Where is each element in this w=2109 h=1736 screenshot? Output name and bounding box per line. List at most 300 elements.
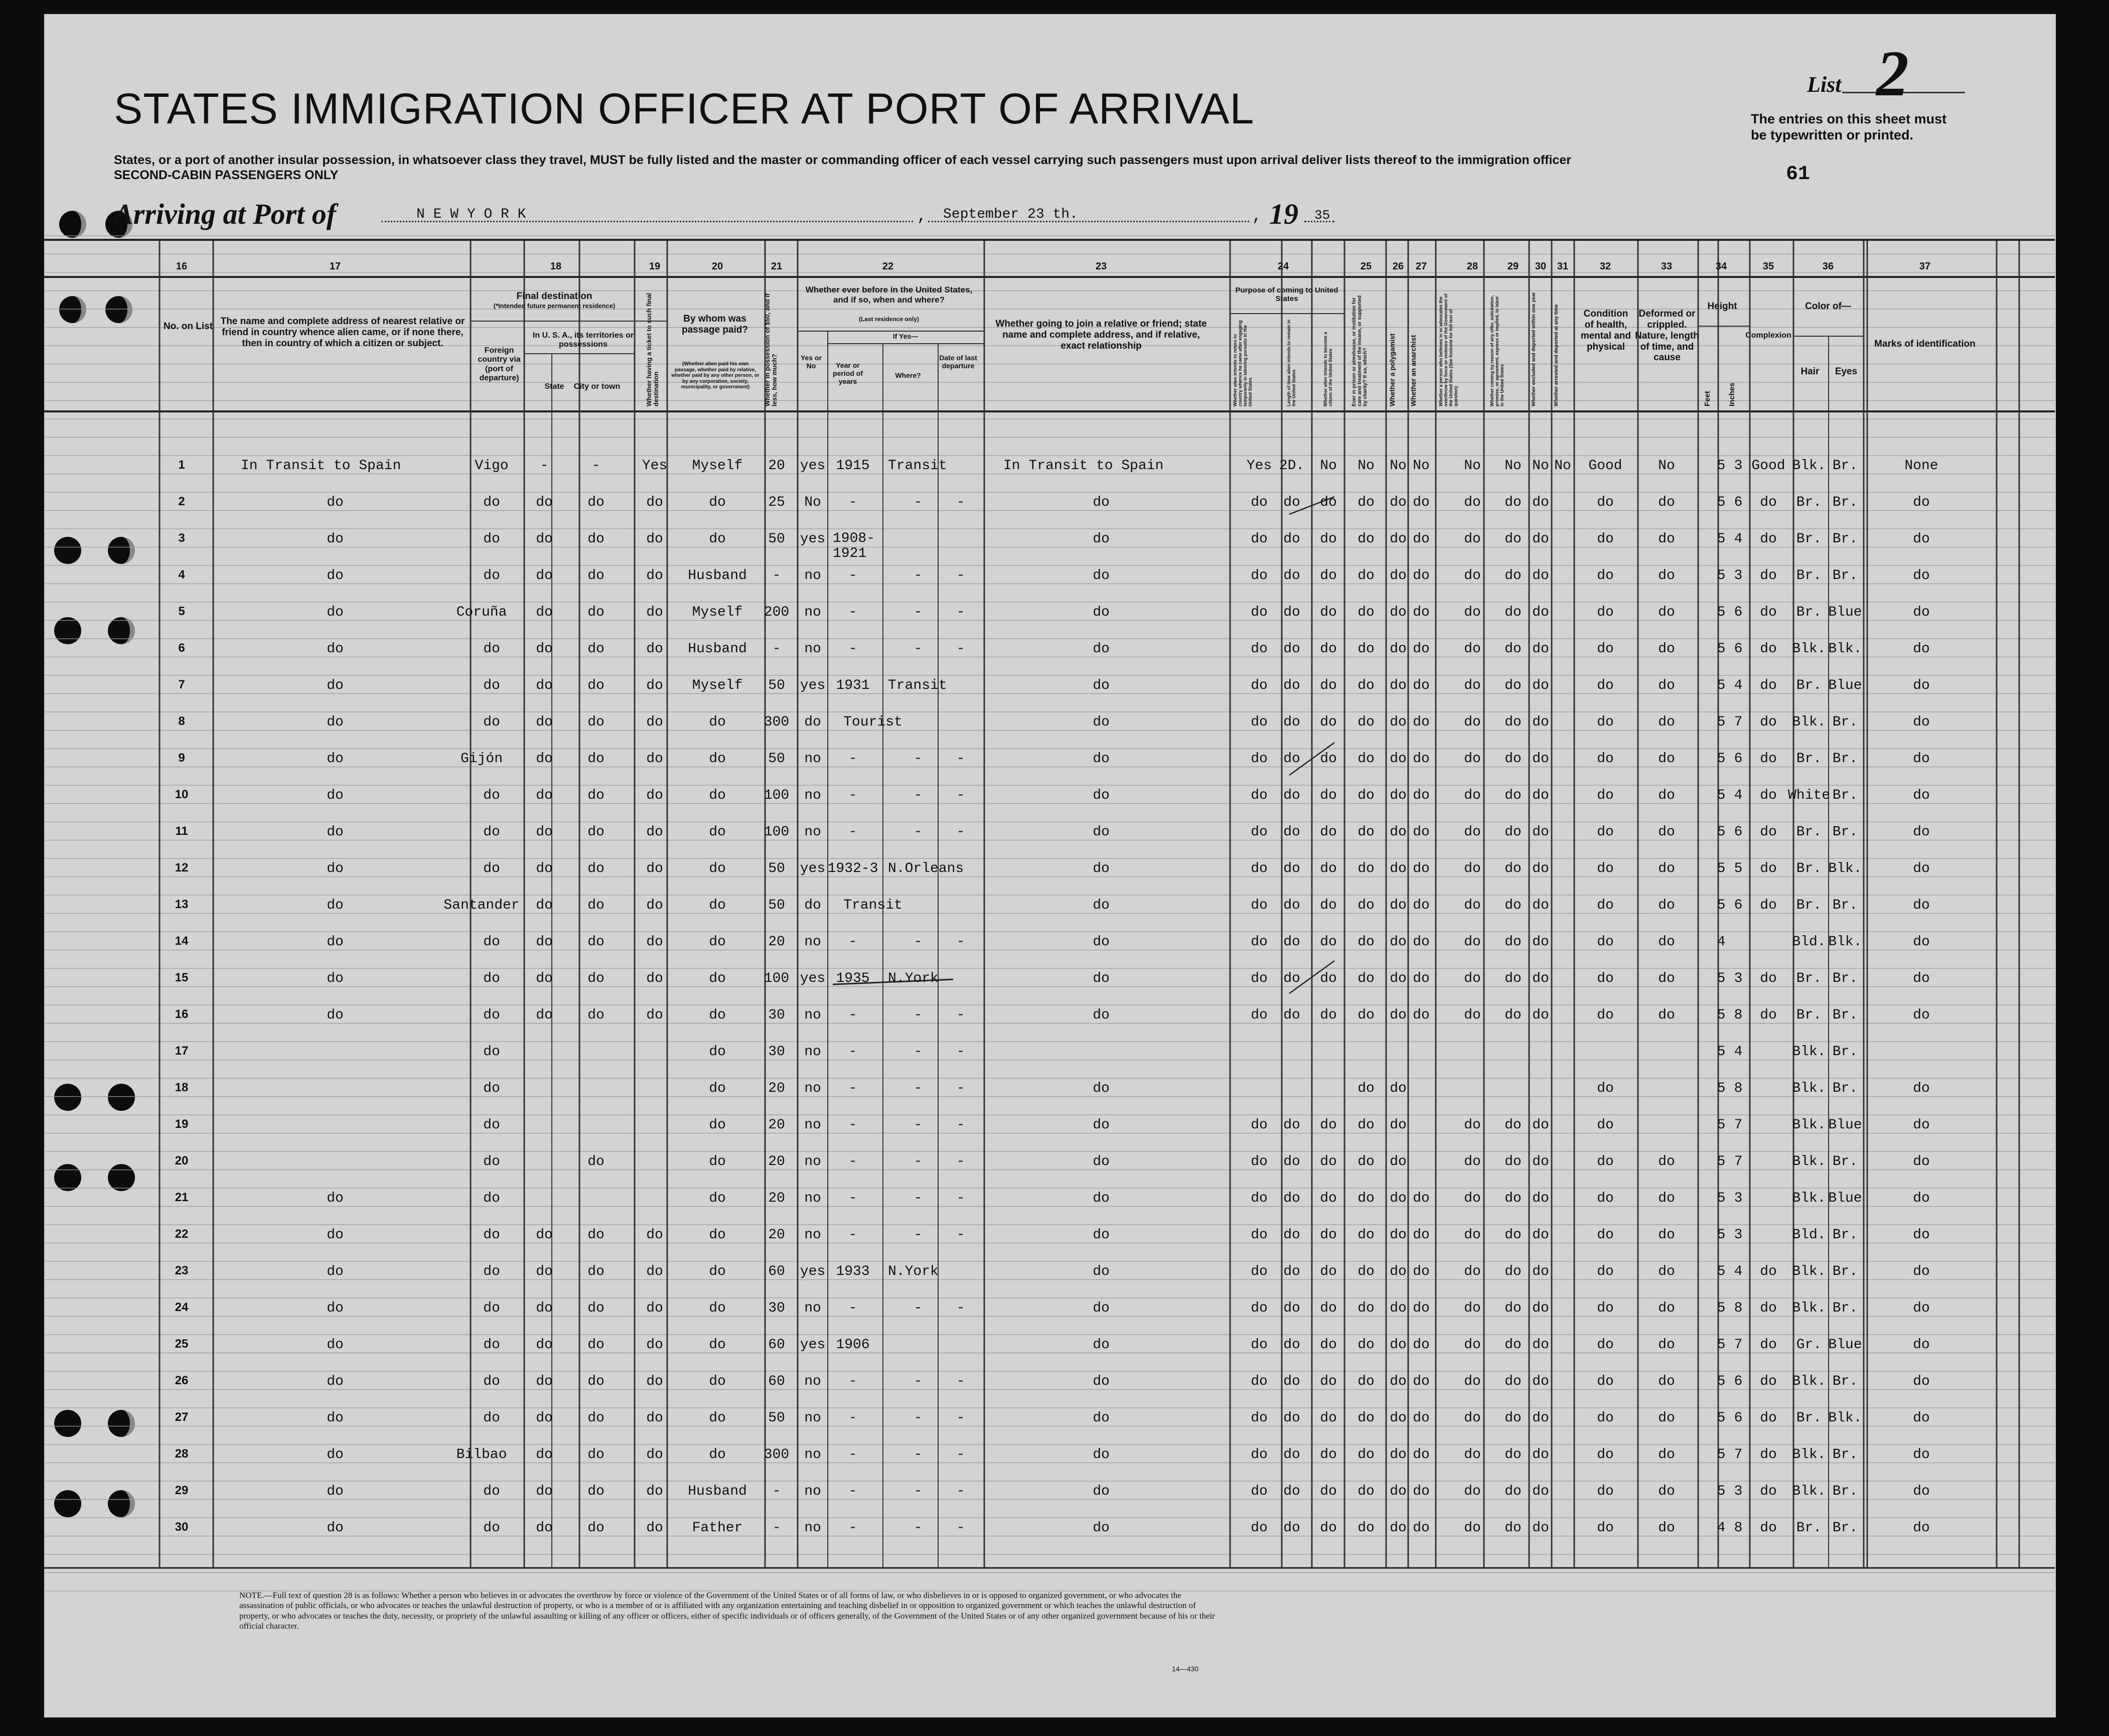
cell-c24c: do <box>1320 751 1337 767</box>
cell-c29: do <box>1504 1191 1522 1206</box>
row-number: 25 <box>175 1337 189 1351</box>
cell-c21: 50 <box>768 531 785 547</box>
column-number-31: 31 <box>1557 261 1569 272</box>
cell-c33: do <box>1658 714 1675 730</box>
column-number-24: 24 <box>1277 261 1289 272</box>
cell-st: do <box>536 824 553 840</box>
cell-cx: do <box>1760 641 1777 657</box>
cell-c32: do <box>1597 788 1614 803</box>
cell-c17: do <box>327 568 344 584</box>
cell-c20: do <box>709 824 726 840</box>
cell-c32: do <box>1597 1007 1614 1023</box>
cell-c19: do <box>646 861 663 877</box>
cell-c23: do <box>1093 531 1110 547</box>
cell-c27: do <box>1413 1484 1430 1499</box>
cell-c33: do <box>1658 1374 1675 1389</box>
cell-c20: Myself <box>692 605 743 620</box>
row-number: 23 <box>175 1264 189 1277</box>
row-number: 5 <box>178 605 185 618</box>
cell-c28: do <box>1464 1300 1481 1316</box>
cell-c20: Husband <box>688 641 747 657</box>
cell-c28: do <box>1464 1520 1481 1536</box>
cell-c22wh: - <box>914 495 923 510</box>
cell-c29: No <box>1504 458 1522 474</box>
cell-c18: Bilbao <box>456 1447 507 1463</box>
cell-c22dt: - <box>956 788 965 803</box>
cell-st: do <box>536 898 553 913</box>
cell-c22yn: no <box>804 788 821 803</box>
cell-c17: do <box>327 1264 344 1279</box>
cell-c27: No <box>1413 458 1430 474</box>
cell-c22yr: - <box>848 751 857 767</box>
cell-c22dt: - <box>956 751 965 767</box>
header-c27: Whether an anarchist <box>1409 335 1417 406</box>
cell-c33: do <box>1658 1154 1675 1170</box>
cell-c25: do <box>1358 1264 1375 1279</box>
cell-in: 6 <box>1734 1374 1743 1389</box>
cell-c26: No <box>1390 458 1407 474</box>
cell-st: do <box>536 1410 553 1426</box>
cell-city: do <box>587 861 605 877</box>
cell-c19: do <box>646 678 663 693</box>
column-number-20: 20 <box>711 261 723 272</box>
cell-hair: Br. <box>1796 605 1822 620</box>
cell-c29: do <box>1504 861 1522 877</box>
row-number: 11 <box>175 824 188 838</box>
cell-c24a: do <box>1251 934 1268 950</box>
cell-c25: do <box>1358 934 1375 950</box>
cell-c22yn: no <box>804 1484 821 1499</box>
cell-c21: 200 <box>764 605 790 620</box>
footnote-q28: NOTE.—Full text of question 28 is as follows: Whether a person who believes in or advocates the overthrow by force or violence of the Government of the United States or of all forms of law, or who disbelieves in or is opposed to organized government, or who advocates the assassination of public officials, or who advocates or teaches the unlawful destruction of property, or who is a member of or is affiliated with any organization entertaining and teaching disbelief in or opposition to organized government or which teaches the unlawful destruction of property, or who advocates or teaches the duty, necessity, or propriety of the unlawful assaulting or killing of any officer or officers, either of specific individuals or of officers generally, of the Government of the United States or of any other organized government because of his or their official character. <box>239 1590 1215 1631</box>
cell-c17: do <box>327 1520 344 1536</box>
cell-c18: do <box>483 1191 500 1206</box>
cell-c33: do <box>1658 934 1675 950</box>
cell-c24b: do <box>1283 1410 1300 1426</box>
cell-c24a: do <box>1251 1447 1268 1463</box>
cell-c25: No <box>1358 458 1375 474</box>
cell-c37: do <box>1913 1007 1930 1023</box>
cell-eyes: Br. <box>1832 1007 1858 1023</box>
cell-c18: do <box>483 934 500 950</box>
cell-c28: No <box>1464 458 1481 474</box>
cell-c30: do <box>1532 971 1549 986</box>
cell-c26: do <box>1390 1191 1407 1206</box>
cell-c37: None <box>1904 458 1938 474</box>
cell-c25: do <box>1358 1191 1375 1206</box>
row-number: 2 <box>178 495 185 508</box>
cell-st: do <box>536 605 553 620</box>
cell-c21: 50 <box>768 898 785 913</box>
cell-c24c: do <box>1320 568 1337 584</box>
cell-c24b: do <box>1283 934 1300 950</box>
cell-eyes: Blue <box>1828 605 1862 620</box>
cell-c22yr: - <box>848 1044 857 1060</box>
cell-ft: 5 <box>1717 1117 1726 1133</box>
cell-eyes: Br. <box>1832 751 1858 767</box>
cell-c24c: do <box>1320 898 1337 913</box>
cell-c23: do <box>1093 678 1110 693</box>
cell-c18: do <box>483 1484 500 1499</box>
cell-c33: do <box>1658 678 1675 693</box>
header-c22-note: (Last residence only) <box>858 316 920 323</box>
cell-c33: do <box>1658 531 1675 547</box>
cell-c23: do <box>1093 1337 1110 1353</box>
cell-hair: Br. <box>1796 1007 1822 1023</box>
cell-c33: do <box>1658 1264 1675 1279</box>
cell-city: do <box>587 788 605 803</box>
cell-c17: do <box>327 788 344 803</box>
cell-c26: do <box>1390 1520 1407 1536</box>
cell-c27: do <box>1413 531 1430 547</box>
cell-c17: do <box>327 861 344 877</box>
subtitle-line-1: States, or a port of another insular possession, in whatsoever class they travel, MUST be fully listed and the master or commanding officer of each vessel carrying such passengers must upon arrival deliver lists thereof to the immigration officer <box>114 153 1571 167</box>
cell-hair: Br. <box>1796 531 1822 547</box>
cell-c20: Father <box>692 1520 743 1536</box>
cell-c26: do <box>1390 971 1407 986</box>
cell-c37: do <box>1913 605 1930 620</box>
cell-c23: do <box>1093 1081 1110 1096</box>
arrival-label: Arriving at Port of <box>114 198 337 230</box>
cell-in: 3 <box>1734 1227 1743 1243</box>
cell-ft: 5 <box>1717 458 1726 474</box>
cell-c37: do <box>1913 1227 1930 1243</box>
cell-c37: do <box>1913 1337 1930 1353</box>
cell-hair: Bld. <box>1792 1227 1826 1243</box>
header-c30: Whether excluded and deported within one year <box>1531 292 1537 406</box>
cell-c22yr: - <box>848 1410 857 1426</box>
cell-c33: do <box>1658 751 1675 767</box>
cell-c21: 300 <box>764 1447 790 1463</box>
cell-c22yr: - <box>848 568 857 584</box>
cell-c18: do <box>483 568 500 584</box>
cell-c30: do <box>1532 714 1549 730</box>
header-c36: Color of— <box>1805 301 1851 312</box>
cell-ft: 5 <box>1717 1007 1726 1023</box>
cell-cx: do <box>1760 1520 1777 1536</box>
cell-ft: 5 <box>1717 568 1726 584</box>
header-c26: Whether a polygamist <box>1388 333 1396 406</box>
cell-c30: do <box>1532 641 1549 657</box>
cell-c32: do <box>1597 531 1614 547</box>
cell-c24b: do <box>1283 641 1300 657</box>
header-c18-state: State <box>544 382 564 391</box>
cell-c23: do <box>1093 1447 1110 1463</box>
cell-c24a: do <box>1251 861 1268 877</box>
cell-c24c: do <box>1320 1410 1337 1426</box>
cell-c17: do <box>327 495 344 510</box>
cell-c17: do <box>327 1007 344 1023</box>
cell-c37: do <box>1913 1191 1930 1206</box>
cell-c24c: do <box>1320 1300 1337 1316</box>
cell-c27: do <box>1413 1191 1430 1206</box>
cell-c23: do <box>1093 714 1110 730</box>
cell-c25: do <box>1358 1007 1375 1023</box>
cell-in: 4 <box>1734 788 1743 803</box>
cell-c27: do <box>1413 1337 1430 1353</box>
cell-st: do <box>536 1300 553 1316</box>
cell-eyes: Br. <box>1832 714 1858 730</box>
cell-st: do <box>536 751 553 767</box>
cell-c22yr: - <box>848 1227 857 1243</box>
cell-c27: do <box>1413 1227 1430 1243</box>
cell-eyes: Br. <box>1832 1300 1858 1316</box>
cell-c21: 30 <box>768 1300 785 1316</box>
cell-c28: do <box>1464 1484 1481 1499</box>
header-c35: Complexion <box>1745 331 1791 340</box>
cell-c32: do <box>1597 861 1614 877</box>
cell-c22wh: N.Orleans <box>888 861 964 877</box>
header-c33: Deformed or crippled. Nature, length of time, and cause <box>1635 309 1699 363</box>
cell-c21: 20 <box>768 1191 785 1206</box>
cell-c22wh: N.York <box>888 1264 939 1279</box>
cell-c29: do <box>1504 824 1522 840</box>
cell-c32: do <box>1597 1447 1614 1463</box>
cell-c18: do <box>483 1227 500 1243</box>
header-c18-usa: In U. S. A., its territories or possessions <box>532 331 634 349</box>
cell-c22yr: - <box>848 641 857 657</box>
typewritten-notice-2: be typewritten or printed. <box>1751 127 1914 142</box>
cell-c22yn: no <box>804 1447 821 1463</box>
row-number: 9 <box>178 751 185 765</box>
column-number-18: 18 <box>550 261 562 272</box>
cell-c21: 50 <box>768 861 785 877</box>
cell-c19: do <box>646 1264 663 1279</box>
cell-cx: do <box>1760 1374 1777 1389</box>
cell-city: do <box>587 824 605 840</box>
cell-c19: do <box>646 1410 663 1426</box>
cell-c24a: do <box>1251 1191 1268 1206</box>
cell-c19: do <box>646 1227 663 1243</box>
cell-c26: do <box>1390 1264 1407 1279</box>
cell-c22dt: - <box>956 1007 965 1023</box>
cell-city: do <box>587 1264 605 1279</box>
cell-c24a: do <box>1251 495 1268 510</box>
cell-c24c: do <box>1320 1264 1337 1279</box>
cell-c25: do <box>1358 1410 1375 1426</box>
cell-in: 6 <box>1734 495 1743 510</box>
cell-st: do <box>536 1007 553 1023</box>
cell-c22wh: - <box>914 1154 923 1170</box>
header-c20-note: (Whether alien paid his own passage, whether paid by relative, whether paid by any other person, or by any corporation, society, municipality, or government) <box>671 361 760 390</box>
cell-st: do <box>536 714 553 730</box>
cell-c23: do <box>1093 641 1110 657</box>
cell-hair: Blk. <box>1792 1374 1826 1389</box>
cell-c20: do <box>709 1264 726 1279</box>
cell-c27: do <box>1413 1300 1430 1316</box>
cell-eyes: Br. <box>1832 458 1858 474</box>
cell-eyes: Br. <box>1832 1154 1858 1170</box>
cell-hair: Br. <box>1796 861 1822 877</box>
column-number-16: 16 <box>176 261 188 272</box>
cell-c24b: do <box>1283 971 1300 986</box>
cell-c24c: do <box>1320 605 1337 620</box>
cell-cx: do <box>1760 1484 1777 1499</box>
cell-cx: do <box>1760 1264 1777 1279</box>
cell-c29: do <box>1504 1300 1522 1316</box>
cell-c22yr: - <box>848 1520 857 1536</box>
cell-c24b: do <box>1283 678 1300 693</box>
cell-c19: do <box>646 898 663 913</box>
cell-c26: do <box>1390 605 1407 620</box>
cell-c23: do <box>1093 1227 1110 1243</box>
cell-c27: do <box>1413 605 1430 620</box>
list-number: 2 <box>1876 38 1909 110</box>
cell-c30: do <box>1532 788 1549 803</box>
cell-eyes: Blk. <box>1828 1410 1862 1426</box>
cell-city: do <box>587 1447 605 1463</box>
header-c22-year: Year or period of years <box>833 361 863 386</box>
cell-c26: do <box>1390 1447 1407 1463</box>
column-number-30: 30 <box>1535 261 1547 272</box>
cell-c22wh: - <box>914 1007 923 1023</box>
cell-hair: Blk. <box>1792 1447 1826 1463</box>
row-number: 1 <box>178 458 185 472</box>
cell-c18: do <box>483 495 500 510</box>
cell-c28: do <box>1464 1191 1481 1206</box>
cell-c37: do <box>1913 531 1930 547</box>
cell-c25: do <box>1358 1227 1375 1243</box>
cell-c21: 300 <box>764 714 790 730</box>
cell-st: do <box>536 1484 553 1499</box>
cell-c25: do <box>1358 605 1375 620</box>
cell-c26: do <box>1390 934 1407 950</box>
cell-hair: Blk. <box>1792 458 1826 474</box>
cell-eyes: Br. <box>1832 1081 1858 1096</box>
cell-c28: do <box>1464 1447 1481 1463</box>
cell-in: 8 <box>1734 1081 1743 1096</box>
cell-c20: do <box>709 1081 726 1096</box>
cell-c18: do <box>483 1154 500 1170</box>
cell-c20: do <box>709 934 726 950</box>
cell-ft: 5 <box>1717 898 1726 913</box>
cell-c30: do <box>1532 1520 1549 1536</box>
cell-city: do <box>587 1300 605 1316</box>
cell-city: do <box>587 1154 605 1170</box>
header-c24-a: Whether alien intends to return to country whence he came after engaging temporarily in laboring pursuits in the United States <box>1233 320 1253 406</box>
cell-c33: do <box>1658 824 1675 840</box>
row-number: 3 <box>178 531 185 545</box>
cell-hair: Br. <box>1796 1410 1822 1426</box>
column-number-25: 25 <box>1360 261 1372 272</box>
cell-c22dt: - <box>956 1191 965 1206</box>
cell-c22yn: no <box>804 824 821 840</box>
cell-c29: do <box>1504 1520 1522 1536</box>
column-number-23: 23 <box>1095 261 1107 272</box>
cell-eyes: Blue <box>1828 678 1862 693</box>
cell-st: do <box>536 788 553 803</box>
cell-c22yr: Tourist <box>843 714 902 730</box>
cell-c24c: do <box>1320 1374 1337 1389</box>
cell-hair: Bld. <box>1792 934 1826 950</box>
cell-c24a: do <box>1251 788 1268 803</box>
cell-c33: do <box>1658 1191 1675 1206</box>
arrival-year-suffix: 35 <box>1314 208 1330 223</box>
cell-c33: No <box>1658 458 1675 474</box>
cell-c21: 50 <box>768 678 785 693</box>
cell-c25: do <box>1358 898 1375 913</box>
cell-c22yr: 1931 <box>836 678 870 693</box>
cell-c29: do <box>1504 641 1522 657</box>
cell-c24b: do <box>1283 1484 1300 1499</box>
cell-c24c: do <box>1320 714 1337 730</box>
cell-c24a: do <box>1251 678 1268 693</box>
cell-c25: do <box>1358 861 1375 877</box>
cell-c22dt: - <box>956 641 965 657</box>
cell-c20: do <box>709 751 726 767</box>
cell-c21: 25 <box>768 495 785 510</box>
cell-c18: do <box>483 1117 500 1133</box>
cell-c28: do <box>1464 1410 1481 1426</box>
cell-c24b: do <box>1283 1337 1300 1353</box>
cell-c22wh: - <box>914 1410 923 1426</box>
cell-st: - <box>540 458 549 474</box>
cell-in: 6 <box>1734 898 1743 913</box>
cell-eyes: Blk. <box>1828 861 1862 877</box>
cell-cx: do <box>1760 1007 1777 1023</box>
header-c31: Whether arrested and deported at any time <box>1554 304 1559 406</box>
cell-c29: do <box>1504 714 1522 730</box>
cell-in: 6 <box>1734 1410 1743 1426</box>
cell-c28: do <box>1464 898 1481 913</box>
header-c34-inches: Inches <box>1728 382 1736 406</box>
cell-city: do <box>587 1227 605 1243</box>
cell-c22yn: no <box>804 1081 821 1096</box>
cell-city: do <box>587 1520 605 1536</box>
cell-c23: do <box>1093 971 1110 986</box>
cell-c24b: do <box>1283 531 1300 547</box>
cell-cx: Good <box>1751 458 1785 474</box>
cell-eyes: Br. <box>1832 1227 1858 1243</box>
cell-c22yr: - <box>848 1484 857 1499</box>
cell-c22wh: - <box>914 1374 923 1389</box>
cell-c22yr: - <box>848 1447 857 1463</box>
cell-c23: do <box>1093 1191 1110 1206</box>
cell-c33: do <box>1658 568 1675 584</box>
cell-c22dt: - <box>956 934 965 950</box>
cell-c30: do <box>1532 898 1549 913</box>
cell-c25: do <box>1358 788 1375 803</box>
cell-city: do <box>587 1337 605 1353</box>
row-number: 18 <box>175 1081 189 1094</box>
cell-cx: do <box>1760 678 1777 693</box>
cell-c31: No <box>1554 458 1571 474</box>
column-number-29: 29 <box>1507 261 1519 272</box>
cell-c32: do <box>1597 934 1614 950</box>
cell-c24b: do <box>1283 788 1300 803</box>
cell-c30: do <box>1532 1154 1549 1170</box>
cell-c28: do <box>1464 934 1481 950</box>
header-c36-eyes: Eyes <box>1835 366 1858 377</box>
arrival-date: September 23 th. <box>943 207 1078 222</box>
cell-in: 7 <box>1734 1154 1743 1170</box>
cell-c22yr: - <box>848 1117 857 1133</box>
cell-c28: do <box>1464 971 1481 986</box>
cell-c19: do <box>646 1374 663 1389</box>
cell-c19: do <box>646 824 663 840</box>
cell-ft: 5 <box>1717 1484 1726 1499</box>
cell-st: do <box>536 641 553 657</box>
cell-c28: do <box>1464 861 1481 877</box>
cell-c24a: do <box>1251 1337 1268 1353</box>
cell-c24c: do <box>1320 1191 1337 1206</box>
cell-c24a: do <box>1251 531 1268 547</box>
cell-c22dt: - <box>956 1081 965 1096</box>
cell-eyes: Br. <box>1832 788 1858 803</box>
header-c25: Ever in prison or almshouse, or institution for care and treatment of the insane, or supported by charity? If so, which? <box>1351 295 1368 406</box>
cell-city: do <box>587 568 605 584</box>
cell-c22dt: - <box>956 824 965 840</box>
